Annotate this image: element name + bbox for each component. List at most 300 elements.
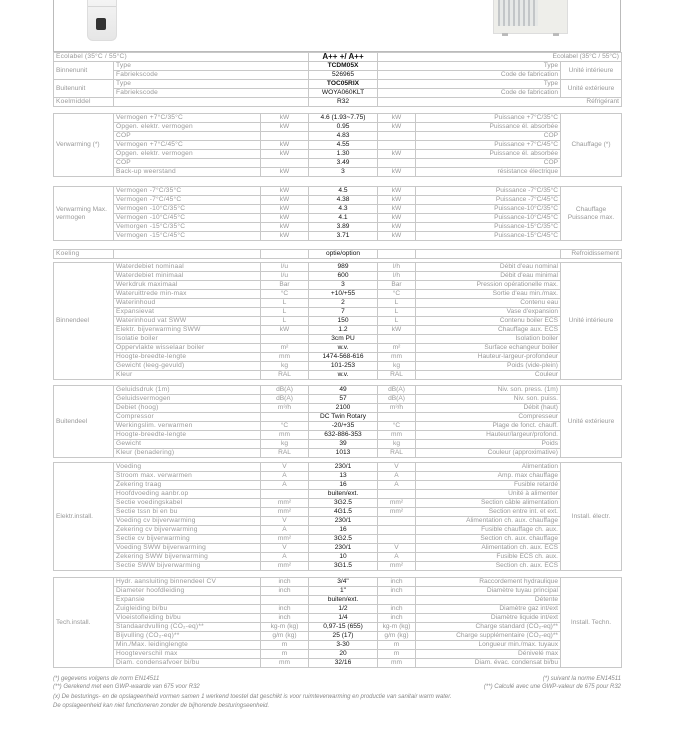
- row-unit-nl: inch: [261, 614, 309, 623]
- row-unit-nl: A: [261, 481, 309, 490]
- table-row: [54, 150, 622, 159]
- row-unit-fr: RAL: [378, 371, 416, 380]
- row-label-fr: Section entre int. et ext.: [416, 508, 561, 517]
- row-label-fr: Débit d'eau minimal: [416, 272, 561, 281]
- table-row: [54, 62, 622, 71]
- group-label-nl: Buitendeel: [54, 386, 114, 458]
- row-value: 4.83: [309, 132, 378, 141]
- table-row: [54, 263, 622, 272]
- table-row: [54, 535, 622, 544]
- row-label-fr: Poids (vide-plein): [416, 362, 561, 371]
- row-label-fr: Vase d'expansion: [416, 308, 561, 317]
- row-value: 150: [309, 317, 378, 326]
- table-row: [54, 449, 622, 458]
- row-unit-fr: L: [378, 308, 416, 317]
- row-unit-nl: kW: [261, 196, 309, 205]
- row-value: 632-886-353: [309, 431, 378, 440]
- group-label-fr: Chauffage Puissance max.: [561, 187, 622, 241]
- row-label-nl: Koeling: [54, 250, 114, 259]
- table-row: [54, 499, 622, 508]
- table-row: [54, 141, 622, 150]
- row-label-fr: Section ch. aux. chauffage: [416, 535, 561, 544]
- row-label-fr: Isolation boiler: [416, 335, 561, 344]
- row-value: 3.71: [309, 232, 378, 241]
- row-label-fr: Alimentation: [416, 463, 561, 472]
- row-value: w.v.: [309, 344, 378, 353]
- row-unit-nl: L: [261, 299, 309, 308]
- table-row: [54, 596, 622, 605]
- row-unit-nl: kW: [261, 205, 309, 214]
- row-unit-fr: m²: [378, 344, 416, 353]
- row-unit-nl: kW: [261, 223, 309, 232]
- row-unit-nl: [261, 490, 309, 499]
- row-value: 3: [309, 168, 378, 177]
- row-label-fr: Section câble alimentation: [416, 499, 561, 508]
- table-row: [54, 395, 622, 404]
- table-row: [54, 159, 622, 168]
- table-row: [54, 404, 622, 413]
- row-unit-nl: L: [261, 317, 309, 326]
- table-row: [54, 353, 622, 362]
- row-unit-nl: A: [261, 472, 309, 481]
- row-unit-fr: m: [378, 641, 416, 650]
- table-row: [54, 80, 622, 89]
- row-unit-nl: kW: [261, 114, 309, 123]
- row-label-fr: Dénivelé max: [416, 650, 561, 659]
- row-label-nl: Waterdebiet nominaal: [114, 263, 261, 272]
- table-row: [54, 344, 622, 353]
- row-label-nl: Vermogen -10°C/45°C: [114, 214, 261, 223]
- row-unit-fr: m³/h: [378, 404, 416, 413]
- row-unit-fr: A: [378, 472, 416, 481]
- row-unit-fr: kW: [378, 168, 416, 177]
- control-panel-icon: [96, 18, 106, 30]
- row-label-nl: Oppervlakte wisselaar boiler: [114, 344, 261, 353]
- row-value: 2100: [309, 404, 378, 413]
- row-label-nl: Isolatie boiler: [114, 335, 261, 344]
- row-unit-nl: [261, 413, 309, 422]
- row-unit-fr: kW: [378, 114, 416, 123]
- group-label-nl: Verwarming Max. vermogen: [54, 187, 114, 241]
- row-label-fr: Unité à alimenter: [416, 490, 561, 499]
- row-value: 3.49: [309, 159, 378, 168]
- row-label-fr: Puissance -7°C/45°C: [416, 196, 561, 205]
- row-unit-nl: A: [261, 553, 309, 562]
- row-label-nl: Hydr. aansluiting binnendeel CV: [114, 578, 261, 587]
- table-row: [54, 89, 622, 98]
- table-row: [54, 250, 622, 259]
- row-label-fr: Code de fabrication: [378, 89, 561, 98]
- table-row: [54, 422, 622, 431]
- row-unit-nl: kW: [261, 141, 309, 150]
- row-value: 1/2: [309, 605, 378, 614]
- row-unit-fr: A: [378, 481, 416, 490]
- row-value: 4.6 (1.93~7.75): [309, 114, 378, 123]
- row-value: 39: [309, 440, 378, 449]
- row-value: 3G2.5: [309, 499, 378, 508]
- row-value: 3G2.5: [309, 535, 378, 544]
- row-unit-nl: kW: [261, 214, 309, 223]
- row-value: optie/option: [309, 250, 378, 259]
- row-label-nl: Sectie tssn bi en bu: [114, 508, 261, 517]
- table-row: [54, 659, 622, 668]
- row-label-fr: Puissance-15°C/45°C: [416, 232, 561, 241]
- table-row: [54, 623, 622, 632]
- row-unit-nl: m: [261, 650, 309, 659]
- table-row: [54, 544, 622, 553]
- row-unit-fr: [378, 535, 416, 544]
- row-label-nl: Min./Max. leidinglengte: [114, 641, 261, 650]
- row-label-nl: Standaardvulling (CO₂-eq)**: [114, 623, 261, 632]
- row-unit-fr: [378, 526, 416, 535]
- row-value: 16: [309, 481, 378, 490]
- row-label-nl: Zekering cv bijverwarming: [114, 526, 261, 535]
- row-unit-nl: m: [261, 641, 309, 650]
- row-value: 0.95: [309, 123, 378, 132]
- row-label-nl: Waterinhoud vat SWW: [114, 317, 261, 326]
- outdoor-unit-photo: [493, 0, 568, 34]
- row-label-nl: Opgen. elektr. vermogen: [114, 123, 261, 132]
- row-label-fr: Puissance +7°C/35°C: [416, 114, 561, 123]
- row-label-fr: Sortie d'eau min./max.: [416, 290, 561, 299]
- row-value: 4.3: [309, 205, 378, 214]
- row-value: 4.38: [309, 196, 378, 205]
- row-value: 3cm PU: [309, 335, 378, 344]
- table-row: [54, 517, 622, 526]
- row-unit-fr: [378, 141, 416, 150]
- table-row: [54, 214, 622, 223]
- row-label-fr: Puissance-10°C/35°C: [416, 205, 561, 214]
- row-label-nl: COP: [114, 159, 261, 168]
- table-row: [54, 371, 622, 380]
- row-label-fr: Contenu boiler ECS: [416, 317, 561, 326]
- row-value: 10: [309, 553, 378, 562]
- section-max-vermogen: [53, 186, 622, 241]
- header-table: [53, 52, 622, 107]
- row-unit-nl: mm²: [261, 535, 309, 544]
- row-label-fr: Puissance +7°C/45°C: [416, 141, 561, 150]
- row-value: 1013: [309, 449, 378, 458]
- table-row: [54, 317, 622, 326]
- row-unit-nl: mm: [261, 431, 309, 440]
- row-value: 20: [309, 650, 378, 659]
- row-value: 13: [309, 472, 378, 481]
- row-label-nl: Opgen. elektr. vermogen: [114, 150, 261, 159]
- row-label-fr: Niv. son. puiss.: [416, 395, 561, 404]
- row-label-nl: Vermogen +7°C/45°C: [114, 141, 261, 150]
- group-label-fr: Chauffage (*): [561, 114, 622, 177]
- table-row: [54, 281, 622, 290]
- row-value: 57: [309, 395, 378, 404]
- row-label-fr: Contenu eau: [416, 299, 561, 308]
- row-label-fr: Puissance él. absorbée: [416, 150, 561, 159]
- row-unit-nl: kW: [261, 326, 309, 335]
- row-unit-fr: mm²: [378, 499, 416, 508]
- row-label-nl: Geluidsvermogen: [114, 395, 261, 404]
- row-unit-fr: m: [378, 650, 416, 659]
- row-unit-fr: L: [378, 317, 416, 326]
- row-unit-fr: kg-m (kg): [378, 623, 416, 632]
- table-row: [54, 578, 622, 587]
- row-unit-fr: kg: [378, 362, 416, 371]
- row-unit-fr: mm: [378, 431, 416, 440]
- group-label-fr: Unité extérieure: [561, 386, 622, 458]
- row-unit-fr: [378, 413, 416, 422]
- table-row: [54, 71, 622, 80]
- row-label-fr: Fusible retardé: [416, 481, 561, 490]
- row-value: 32/16: [309, 659, 378, 668]
- row-label-nl: Fabriekscode: [114, 71, 309, 80]
- row-label-nl: Hoofdvoeding aanbr.op: [114, 490, 261, 499]
- section-buitendeel: [53, 385, 622, 458]
- row-unit-nl: V: [261, 517, 309, 526]
- row-unit-nl: m³/h: [261, 404, 309, 413]
- row-label-nl: COP: [114, 132, 261, 141]
- row-label-nl: Hoogte-breedte-lengte: [114, 431, 261, 440]
- row-value: 230/1: [309, 463, 378, 472]
- row-unit-nl: RAL: [261, 371, 309, 380]
- row-unit-fr: inch: [378, 605, 416, 614]
- row-label-fr: Refroidissement: [561, 250, 622, 259]
- table-row: [54, 413, 622, 422]
- row-label-fr: Section ch. aux. ECS: [416, 562, 561, 571]
- row-value: 600: [309, 272, 378, 281]
- row-label-nl: Vermogen -15°C/45°C: [114, 232, 261, 241]
- row-unit-fr: V: [378, 544, 416, 553]
- row-value: 3: [309, 281, 378, 290]
- row-label-nl: Sectie voedingskabel: [114, 499, 261, 508]
- row-unit-nl: kW: [261, 187, 309, 196]
- row-unit-fr: kW: [378, 187, 416, 196]
- row-value: 1.30: [309, 150, 378, 159]
- row-value: 3-30: [309, 641, 378, 650]
- row-unit-nl: [261, 596, 309, 605]
- table-row: [54, 308, 622, 317]
- table-row: [54, 232, 622, 241]
- ecolabel-row: [54, 53, 622, 62]
- row-unit-nl: kW: [261, 232, 309, 241]
- row-unit-fr: mm²: [378, 508, 416, 517]
- group-label-fr: Install. électr.: [561, 463, 622, 571]
- outdoor-code-value: WOYA060KLT: [309, 89, 378, 98]
- row-unit-nl: Bar: [261, 281, 309, 290]
- row-value: buiten/ext.: [309, 596, 378, 605]
- table-row: [54, 614, 622, 623]
- row-unit-nl: °C: [261, 422, 309, 431]
- indoor-type-value: TCDM05X: [309, 62, 378, 71]
- table-row: [54, 650, 622, 659]
- row-label-fr: Surface echangeur boiler: [416, 344, 561, 353]
- row-value: 1": [309, 587, 378, 596]
- table-row: [54, 472, 622, 481]
- group-label-nl: Buitenunit: [54, 80, 114, 98]
- group-label-nl: Binnenunit: [54, 62, 114, 80]
- row-unit-fr: [378, 159, 416, 168]
- section-tech: [53, 577, 622, 668]
- row-label-fr: Type: [378, 62, 561, 71]
- row-label-nl: Vermogen -10°C/35°C: [114, 205, 261, 214]
- row-unit-nl: [261, 132, 309, 141]
- row-unit-fr: inch: [378, 578, 416, 587]
- row-value: 230/1: [309, 544, 378, 553]
- row-label-nl: Gewicht (leeg-gevuld): [114, 362, 261, 371]
- footnote-3-text: (x) De besturings- en de opslageenheid vormen samen 1 werkend toestel dat geschikt is voor ruimteverwarming en productie van sanitair warm water.: [53, 694, 452, 700]
- row-label-nl: Voeding cv bijverwarming: [114, 517, 261, 526]
- row-label-fr: Niv. son. press. (1m): [416, 386, 561, 395]
- row-unit-nl: l/u: [261, 263, 309, 272]
- indoor-code-value: 526965: [309, 71, 378, 80]
- row-unit-nl: A: [261, 526, 309, 535]
- row-value: 1/4: [309, 614, 378, 623]
- row-value: 101-253: [309, 362, 378, 371]
- row-value: 2: [309, 299, 378, 308]
- row-label-nl: Type: [114, 80, 309, 89]
- row-unit-nl: kW: [261, 150, 309, 159]
- row-value: 3G1.5: [309, 562, 378, 571]
- row-label-fr: Couleur (approximative): [416, 449, 561, 458]
- table-row: [54, 299, 622, 308]
- row-unit-nl: kg-m (kg): [261, 623, 309, 632]
- table-row: [54, 605, 622, 614]
- row-label-fr: Diamètre liquide int/ext: [416, 614, 561, 623]
- row-label-nl: Fabriekscode: [114, 89, 309, 98]
- row-label-nl: Hoogte-breedte-lengte: [114, 353, 261, 362]
- row-label-fr: Chauffage aux. ECS: [416, 326, 561, 335]
- table-row: [54, 431, 622, 440]
- ecolabel-label-nl: Ecolabel (35°C / 55°C): [54, 53, 309, 62]
- row-unit-nl: mm²: [261, 508, 309, 517]
- row-label-nl: Diam. condensafvoer bi/bu: [114, 659, 261, 668]
- row-unit-fr: [378, 517, 416, 526]
- ecolabel-value: A++ +/ A++: [309, 53, 378, 62]
- group-label-nl: Verwarming (*): [54, 114, 114, 177]
- row-unit-nl: L: [261, 308, 309, 317]
- row-unit-fr: [378, 596, 416, 605]
- row-unit-nl: mm: [261, 353, 309, 362]
- row-unit-fr: V: [378, 463, 416, 472]
- row-label-fr: Puissance-10°C/45°C: [416, 214, 561, 223]
- row-unit-fr: dB(A): [378, 386, 416, 395]
- row-label-nl: Vermogen -7°C/35°C: [114, 187, 261, 196]
- row-unit-fr: [378, 490, 416, 499]
- footnote-2-fr: (**) Calculé avec une GWP-valeur de 675 pour R32: [483, 684, 621, 690]
- row-unit-fr: kW: [378, 326, 416, 335]
- row-unit-fr: °C: [378, 290, 416, 299]
- row-label-nl: Voeding: [114, 463, 261, 472]
- outdoor-type-value: TOC05RIX: [309, 80, 378, 89]
- row-unit-nl: inch: [261, 587, 309, 596]
- row-unit-fr: l/h: [378, 263, 416, 272]
- row-value: 16: [309, 526, 378, 535]
- table-row: [54, 481, 622, 490]
- row-label-fr: Type: [378, 80, 561, 89]
- row-label-nl: Vermogen -7°C/45°C: [114, 196, 261, 205]
- row-label-nl: Waterdebiet minimaal: [114, 272, 261, 281]
- row-value: DC Twin Rotary: [309, 413, 378, 422]
- row-unit-nl: [261, 159, 309, 168]
- row-unit-nl: inch: [261, 605, 309, 614]
- row-label-fr: Puissance-15°C/35°C: [416, 223, 561, 232]
- row-unit-nl: RAL: [261, 449, 309, 458]
- row-label-fr: Longueur min./max. tuyaux: [416, 641, 561, 650]
- row-label-fr: COP: [416, 132, 561, 141]
- row-label-nl: Expansie: [114, 596, 261, 605]
- row-value: w.v.: [309, 371, 378, 380]
- row-unit-nl: l/u: [261, 272, 309, 281]
- row-unit-fr: °C: [378, 422, 416, 431]
- row-unit-nl: [261, 335, 309, 344]
- row-label-nl: Elektr. bijverwarming SWW: [114, 326, 261, 335]
- row-unit-fr: [378, 132, 416, 141]
- table-row: [54, 290, 622, 299]
- table-row: [54, 132, 622, 141]
- group-label-nl: Binnendeel: [54, 263, 114, 380]
- row-label-fr: COP: [416, 159, 561, 168]
- table-row: [54, 641, 622, 650]
- table-row: [54, 196, 622, 205]
- row-unit-fr: kW: [378, 214, 416, 223]
- row-value: +10/+55: [309, 290, 378, 299]
- table-row: [54, 326, 622, 335]
- footnote-4-text: De opslageenheid kan niet functioneren zonder de bijhorende besturingseenheid.: [53, 703, 270, 709]
- refrigerant-label-fr: Réfrigérant: [378, 98, 622, 107]
- row-unit-fr: inch: [378, 587, 416, 596]
- row-label-fr: Code de fabrication: [378, 71, 561, 80]
- group-label-fr: Install. Techn.: [561, 578, 622, 668]
- row-unit-fr: inch: [378, 614, 416, 623]
- row-unit-nl: kW: [261, 168, 309, 177]
- row-unit-nl: mm²: [261, 499, 309, 508]
- row-label-nl: Diameter hoofdleiding: [114, 587, 261, 596]
- row-value: 3.89: [309, 223, 378, 232]
- table-row: [54, 440, 622, 449]
- row-label-fr: Couleur: [416, 371, 561, 380]
- row-unit-fr: l/h: [378, 272, 416, 281]
- table-row: [54, 463, 622, 472]
- row-unit-nl: mm: [261, 659, 309, 668]
- row-label-nl: Sectie SWW bijverwarming: [114, 562, 261, 571]
- row-label-nl: Type: [114, 62, 309, 71]
- row-label-fr: Raccordement hydraulique: [416, 578, 561, 587]
- row-label-nl: Geluidsdruk (1m): [114, 386, 261, 395]
- row-unit-nl: dB(A): [261, 395, 309, 404]
- table-row: [54, 490, 622, 499]
- refrigerant-label-nl: Koelmiddel: [54, 98, 114, 107]
- row-label-fr: Charge standard (CO₂-eq)**: [416, 623, 561, 632]
- row-label-fr: résistance électrique: [416, 168, 561, 177]
- row-value: -20/+35: [309, 422, 378, 431]
- table-row: [54, 168, 622, 177]
- row-label-nl: Gewicht: [114, 440, 261, 449]
- row-unit-fr: L: [378, 299, 416, 308]
- table-row: [54, 123, 622, 132]
- row-unit-nl: dB(A): [261, 386, 309, 395]
- row-label-fr: Diamètre tuyau principal: [416, 587, 561, 596]
- row-unit-nl: g/m (kg): [261, 632, 309, 641]
- row-label-fr: Puissance él. absorbée: [416, 123, 561, 132]
- row-value: 230/1: [309, 517, 378, 526]
- row-unit-nl: inch: [261, 578, 309, 587]
- row-label-fr: Diamètre gaz int/ext: [416, 605, 561, 614]
- table-row: [54, 205, 622, 214]
- row-unit-nl: V: [261, 463, 309, 472]
- row-unit-nl: kg: [261, 440, 309, 449]
- row-unit-fr: mm: [378, 659, 416, 668]
- row-value: 25 (17): [309, 632, 378, 641]
- group-label-fr: Unité intérieure: [561, 263, 622, 380]
- row-unit-fr: kW: [378, 123, 416, 132]
- group-label-fr: Unité extérieure: [561, 80, 622, 98]
